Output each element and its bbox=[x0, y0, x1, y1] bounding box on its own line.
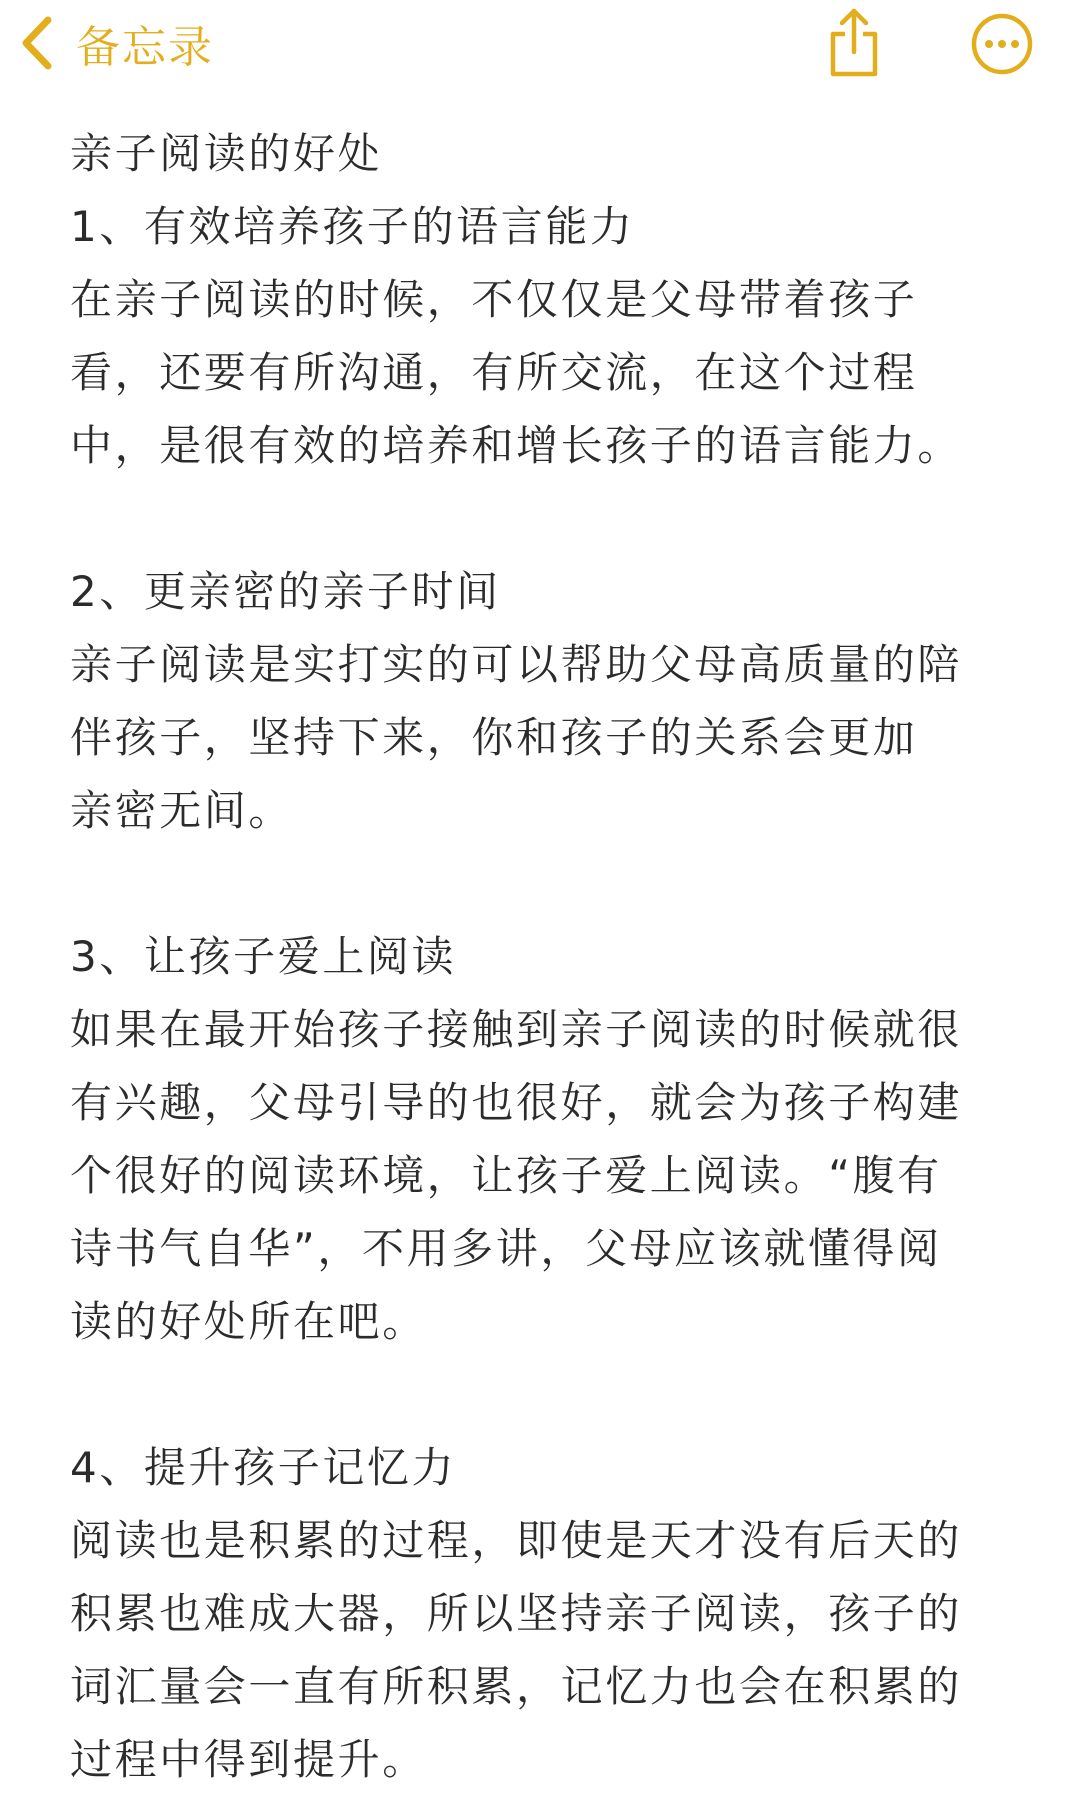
more-button[interactable] bbox=[970, 12, 1034, 76]
blank-line bbox=[70, 847, 1030, 920]
share-icon bbox=[826, 63, 882, 82]
paragraph-line: 在亲子阅读的时候，不仅仅是父母带着孩子 bbox=[70, 275, 918, 324]
paragraph-line: 词汇量会一直有所积累，记忆力也会在积累的 bbox=[70, 1662, 963, 1711]
blank-line bbox=[70, 1358, 1030, 1431]
paragraph-line: 伴孩子，坚持下来，你和孩子的关系会更加 bbox=[70, 713, 918, 762]
note-body[interactable] bbox=[70, 117, 1030, 1796]
section-heading: 2、更亲密的亲子时间 bbox=[70, 567, 501, 616]
paragraph-line: 阅读也是积累的过程，即使是天才没有后天的 bbox=[70, 1516, 963, 1565]
share-button[interactable] bbox=[826, 6, 882, 78]
section-heading: 1、有效培养孩子的语言能力 bbox=[70, 202, 635, 251]
paragraph-line: 中，是很有效的培养和增长孩子的语言能力。 bbox=[70, 421, 963, 470]
blank-line bbox=[70, 482, 1030, 555]
ellipsis-circle-icon bbox=[970, 61, 1034, 80]
paragraph-line: 亲子阅读是实打实的可以帮助父母高质量的陪 bbox=[70, 640, 963, 689]
paragraph-line: 读的好处所在吧。 bbox=[70, 1297, 427, 1346]
paragraph-line: 有兴趣，父母引导的也很好，就会为孩子构建 bbox=[70, 1078, 963, 1127]
back-button[interactable] bbox=[18, 8, 214, 78]
note-title: 亲子阅读的好处 bbox=[70, 129, 383, 178]
navigation-bar bbox=[0, 0, 1080, 90]
back-label: 备忘录 bbox=[76, 22, 214, 73]
paragraph-line: 亲密无间。 bbox=[70, 786, 294, 835]
section-heading: 4、提升孩子记忆力 bbox=[70, 1443, 457, 1492]
section-heading: 3、让孩子爱上阅读 bbox=[70, 932, 457, 981]
paragraph-line: 积累也难成大器，所以坚持亲子阅读，孩子的 bbox=[70, 1589, 963, 1638]
chevron-left-icon bbox=[18, 12, 58, 74]
paragraph-line: 个很好的阅读环境，让孩子爱上阅读。“腹有 bbox=[70, 1151, 942, 1200]
paragraph-line: 诗书气自华”，不用多讲，父母应该就懂得阅 bbox=[70, 1224, 942, 1273]
paragraph-line: 如果在最开始孩子接触到亲子阅读的时候就很 bbox=[70, 1005, 963, 1054]
paragraph-line: 过程中得到提升。 bbox=[70, 1735, 427, 1784]
paragraph-line: 看，还要有所沟通，有所交流，在这个过程 bbox=[70, 348, 918, 397]
